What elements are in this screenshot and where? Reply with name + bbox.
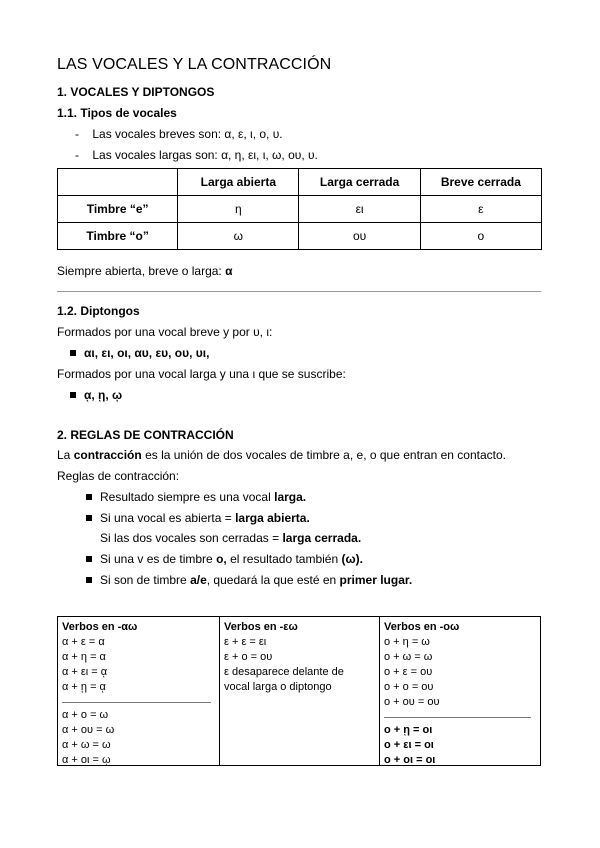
list-item: ε + ε = ει bbox=[224, 636, 267, 648]
verbs-aw-column bbox=[58, 617, 220, 765]
column-header: Verbos en -αω bbox=[62, 621, 138, 633]
subsection-vowel-types: 1.1. Tipos de vocales bbox=[57, 106, 177, 120]
verbs-contraction-table bbox=[57, 616, 541, 766]
column-header: Verbos en -οω bbox=[384, 621, 460, 633]
table-header-row bbox=[58, 169, 542, 196]
subsection-diphthongs: 1.2. Diptongos bbox=[57, 304, 140, 318]
diphthong-list-1: αι, ει, οι, αυ, ευ, ου, υι, bbox=[84, 346, 210, 360]
square-bullet-icon bbox=[86, 515, 92, 521]
note-bold: α bbox=[225, 264, 233, 278]
rule-bold: o, bbox=[216, 552, 227, 566]
row-label: Timbre “e” bbox=[58, 196, 178, 223]
table-cell: ου bbox=[299, 223, 420, 250]
section2-heading: 2. REGLAS DE CONTRACCIÓN bbox=[57, 428, 234, 442]
list-item: ο + ω = ω bbox=[384, 651, 433, 663]
column-header: Verbos en -εω bbox=[224, 621, 298, 633]
table-cell: ο bbox=[420, 223, 541, 250]
divider bbox=[57, 291, 541, 292]
list-item: - Las vocales largas son: α, η, ει, ι, ω, ου, υ. bbox=[75, 148, 318, 162]
rule-text: Si una v es de timbre bbox=[100, 552, 213, 566]
verbs-ew-column bbox=[220, 617, 380, 765]
list-item: ο + ῃ = οι bbox=[384, 724, 433, 736]
list-item bbox=[86, 511, 310, 525]
list-item: α + ω = ω bbox=[62, 739, 111, 751]
short-vowels-text: Las vocales breves son: α, ε, ι, ο, υ. bbox=[92, 127, 283, 141]
list-item: vocal larga o diptongo bbox=[224, 681, 332, 693]
table-cell: ει bbox=[299, 196, 420, 223]
rule-bold: (ω). bbox=[341, 552, 363, 566]
def-post: es la unión de dos vocales de timbre a, e, o que entran en contacto. bbox=[145, 448, 506, 462]
list-item: ο + η = ω bbox=[384, 636, 430, 648]
rule-text: el resultado también bbox=[230, 552, 339, 566]
table-header-cell: Breve cerrada bbox=[420, 169, 541, 196]
list-item: α + η = α bbox=[62, 651, 106, 663]
table-cell: ε bbox=[420, 196, 541, 223]
list-item bbox=[86, 490, 306, 504]
page-title: LAS VOCALES Y LA CONTRACCIÓN bbox=[57, 56, 332, 73]
list-item: ο + ου = ου bbox=[384, 696, 440, 708]
list-item: - Las vocales breves son: α, ε, ι, ο, υ. bbox=[75, 127, 283, 141]
list-item-continuation bbox=[100, 531, 361, 545]
note-text: Siempre abierta, breve o larga: bbox=[57, 264, 222, 278]
table-row bbox=[58, 196, 542, 223]
square-bullet-icon bbox=[86, 556, 92, 562]
row-label: Timbre “o” bbox=[58, 223, 178, 250]
rule-bold: a/e bbox=[190, 573, 207, 587]
rule-bold: primer lugar. bbox=[339, 573, 413, 587]
list-item: ο + οι = οι bbox=[384, 754, 436, 766]
table-cell: η bbox=[178, 196, 299, 223]
list-item: α + ει = ᾳ bbox=[62, 666, 108, 678]
list-item: ο + ο = ου bbox=[384, 681, 434, 693]
list-item: α + ο = ω bbox=[62, 709, 109, 721]
rule-bold: larga abierta. bbox=[235, 511, 310, 525]
def-bold: contracción bbox=[73, 448, 142, 462]
rule-bold: larga cerrada. bbox=[282, 531, 362, 545]
table-cell: ω bbox=[178, 223, 299, 250]
list-item: α + ῃ = ᾳ bbox=[62, 681, 106, 693]
table-header-cell: Larga abierta bbox=[178, 169, 299, 196]
divider bbox=[62, 702, 211, 703]
def-pre: La bbox=[57, 448, 71, 462]
list-item: α + οι = ῳ bbox=[62, 754, 111, 766]
note-line bbox=[57, 264, 233, 278]
list-item: α + ε = α bbox=[62, 636, 105, 648]
list-item: ο + ει = οι bbox=[384, 739, 434, 751]
rule-text: Si una vocal es abierta = bbox=[100, 511, 232, 525]
table-header-cell: Larga cerrada bbox=[299, 169, 420, 196]
table-row bbox=[58, 223, 542, 250]
divider bbox=[384, 717, 531, 718]
section1-heading: 1. VOCALES Y DIPTONGOS bbox=[57, 85, 215, 99]
square-bullet-icon bbox=[86, 494, 92, 500]
rule-text: , quedará la que esté en bbox=[206, 573, 337, 587]
square-bullet-icon bbox=[70, 350, 76, 356]
list-item bbox=[86, 573, 412, 587]
rule-text: Si las dos vocales son cerradas = bbox=[100, 531, 280, 545]
verbs-ow-column bbox=[380, 617, 539, 765]
rule-text: Si son de timbre bbox=[100, 573, 187, 587]
table-header-cell bbox=[58, 169, 178, 196]
square-bullet-icon bbox=[70, 392, 76, 398]
square-bullet-icon bbox=[86, 577, 92, 583]
contraction-definition bbox=[57, 448, 506, 462]
list-item: ο + ε = ου bbox=[384, 666, 433, 678]
rules-intro: Reglas de contracción: bbox=[57, 469, 180, 483]
diphthong-intro-1: Formados por una vocal breve y por υ, ι: bbox=[57, 325, 273, 339]
list-item: ε desaparece delante de bbox=[224, 666, 344, 678]
rule-text: Resultado siempre es una vocal bbox=[100, 490, 271, 504]
list-item bbox=[70, 388, 122, 402]
long-vowels-text: Las vocales largas son: α, η, ει, ι, ω, ου, υ. bbox=[92, 148, 318, 162]
diphthong-list-2: ᾳ, ῃ, ῳ bbox=[84, 388, 123, 402]
list-item: ε + ο = ου bbox=[224, 651, 273, 663]
list-item: α + ου = ω bbox=[62, 724, 115, 736]
list-item bbox=[70, 346, 209, 360]
list-item bbox=[86, 552, 363, 566]
diphthong-intro-2: Formados por una vocal larga y una ι que se suscribe: bbox=[57, 367, 346, 381]
rule-bold: larga. bbox=[274, 490, 307, 504]
vowel-timbre-table bbox=[57, 168, 542, 250]
